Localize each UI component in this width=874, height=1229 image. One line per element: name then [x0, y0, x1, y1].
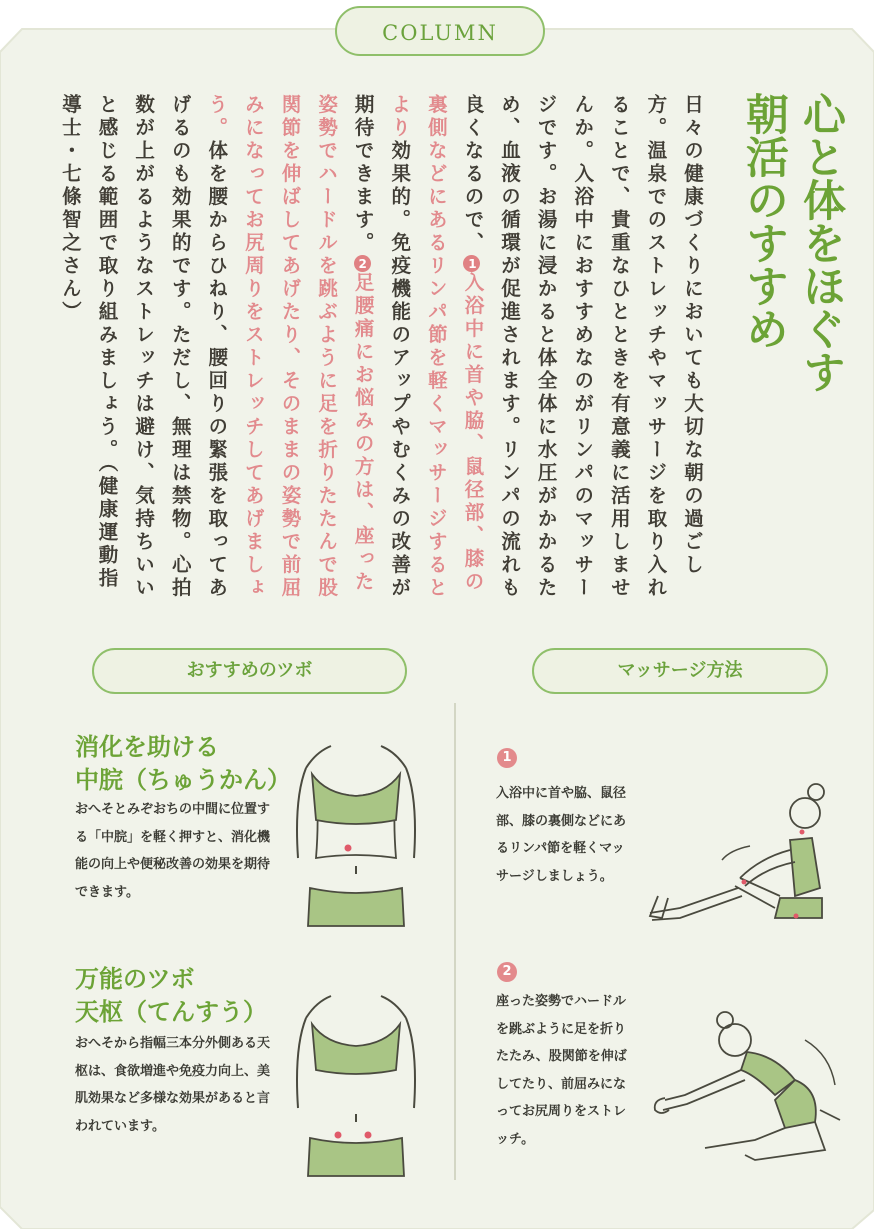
column-body	[58, 94, 710, 609]
method-1-badge: 1	[497, 748, 517, 768]
author-credit: （健康運動指導士・七條智之さん）	[58, 94, 119, 591]
tsubo-2-text: おへそから指幅三本分外側ある天枢は、食欲増進や免疫力向上、美肌効果など多様な効果があると言われています。	[75, 1036, 271, 1134]
method-2-badge: 2	[497, 962, 517, 982]
stretch-pose-2-illustration	[645, 1000, 850, 1175]
torso-tensu-illustration	[286, 988, 426, 1178]
method-1-text: 入浴中に首や脇、鼠径部、膝の裏側などにあるリンパ節を軽くマッサージしましょう。	[496, 786, 627, 884]
method-2-text: 座った姿勢でハードルを跳ぶように足を折りたたみ、股関節を伸ばしてたり、前屈みになってお尻周りをストレッチ。	[496, 994, 627, 1147]
torso-chukan-illustration	[286, 738, 426, 928]
column-tag: COLUMN	[335, 6, 545, 56]
tsubo-1-text: おへそとみぞおちの中間に位置する「中脘」を軽く押すと、消化機能の向上や便秘改善の効果を期待できます。	[75, 802, 271, 900]
body-paragraph-1: 日々の健康づくりにおいても大切な朝の過ごし方。温泉でのストレッチやマッサージを取り入れることで、貴重なひとときを有意義に活用しませんか。入浴中におすすめなのがリンパのマッサージです。お湯に浸かると体全体に水圧がかかるため、血液の循環が促進されます。リンパの流れも良くなるので、	[461, 94, 704, 600]
tsubo-2-heading	[75, 962, 267, 1028]
body-paragraph-3: 体を腰からひねり、腰回りの緊張を取ってあげるのも効果的です。ただし、無理は禁物。心拍数が上がるようなストレッチは避け、気持ちいいと感じる範囲で取り組みましょう。	[95, 94, 229, 600]
tsubo-2-heading-line-1: 万能のツボ	[75, 964, 195, 993]
marker-2-badge: 2	[354, 255, 371, 272]
massage-pose-1-illustration	[640, 778, 840, 928]
page-title: 心と体をほぐす 朝活のすすめ	[739, 92, 846, 393]
recommended-tsubo-label: おすすめのツボ	[92, 648, 407, 694]
marker-1-badge: 1	[463, 255, 480, 272]
massage-method-label: マッサージ方法	[532, 648, 828, 694]
tsubo-1-heading-line-1: 消化を助ける	[75, 732, 219, 761]
tsubo-2-heading-line-2: 天枢（てんすう）	[75, 997, 267, 1026]
body-highlight-2: 足腰痛にお悩みの方は、座った姿勢でハードルを跳ぶように足を折りたたんで股関節を伸ばしてあげたり、そのままの姿勢で前屈みになってお尻周りをストレッチしてあげましょう。	[205, 94, 375, 600]
body-highlight-1: 入浴中に首や脇、鼠径部、膝の裏側などにあるリンパ節を軽くマッサージするとより	[388, 94, 485, 600]
tsubo-1-heading	[75, 730, 291, 796]
tsubo-1-heading-line-2: 中脘（ちゅうかん）	[75, 765, 291, 794]
body-paragraph-2: 効果的。免疫機能のアップやむくみの改善が期待できます。	[351, 94, 412, 600]
